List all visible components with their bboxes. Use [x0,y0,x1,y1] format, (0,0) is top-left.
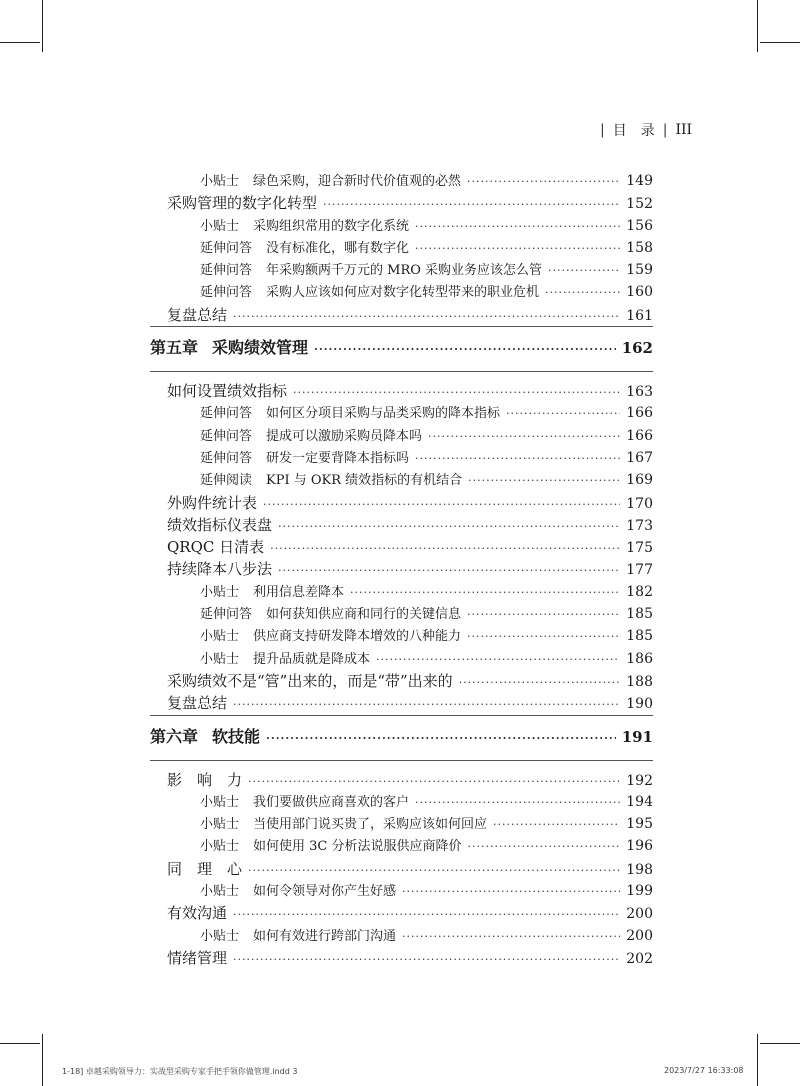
dot-leader [233,904,620,926]
toc-entry-title: 研发一定要背降本指标吗 [266,450,410,466]
crop-mark [757,1034,758,1086]
dot-leader [506,403,620,425]
dot-leader [233,949,620,971]
toc-entry-title: KPI 与 OKR 绩效指标的有机结合 [266,473,463,489]
crop-mark [760,1043,800,1044]
dot-leader [415,216,620,238]
toc-entry-page: 177 [626,562,653,579]
dot-leader [402,926,620,948]
toc-entry-page: 156 [626,217,653,234]
toc-section[interactable] [150,670,653,692]
dot-leader [376,649,620,671]
toc-section[interactable] [150,692,653,714]
dot-leader [467,604,620,626]
toc-entry-title: 如何设置绩效指标 [167,382,288,401]
toc-entry-page: 163 [626,384,653,401]
toc-entry-title: 采购绩效管理 [212,338,309,358]
toc-entry-tag: 小贴士 [200,884,240,900]
toc-entry-tag: 小贴士 [200,174,240,189]
toc-entry-page: 167 [626,449,653,466]
toc-entry-title: 没有标准化，哪有数字化 [266,240,410,256]
toc-entry-title: 采购绩效不是“管”出来的，而是“带”出来的 [167,671,453,690]
toc-entry-page: 196 [626,838,653,855]
toc-entry-title: 年采购额两千万元的 MRO 采购业务应该怎么管 [266,263,543,279]
dot-leader [278,516,620,538]
toc-entry-page: 202 [626,950,653,967]
toc-entry-tag: 延伸问答 [200,406,253,422]
dot-leader [415,238,620,260]
toc-subentry[interactable] [150,215,653,237]
toc-entry-tag: 延伸问答 [200,428,253,444]
toc-entry-title: 同 理 心 [167,859,243,878]
toc-entry-title: 如何有效进行跨部门沟通 [253,928,397,944]
toc-entry-page: 185 [626,606,653,623]
toc-entry-page: 194 [626,793,653,810]
toc-section[interactable] [150,769,653,791]
toc-section[interactable] [150,304,653,326]
toc-entry-tag: 小贴士 [200,928,240,944]
toc-entry-page: 198 [626,861,653,878]
toc-entry-tag: 小贴士 [200,584,240,600]
dot-leader [248,771,620,793]
toc-entry-title: 如何获知供应商和同行的关键信息 [266,607,462,623]
toc-section[interactable] [150,947,653,969]
toc-entry-page: 191 [621,727,653,746]
dot-leader [233,694,620,716]
toc-entry-page: 200 [626,906,653,923]
table-of-contents [150,170,653,969]
toc-entry-page: 169 [626,472,653,489]
crop-mark [757,0,758,52]
toc-entry-tag: 延伸问答 [200,285,253,301]
toc-subentry[interactable] [150,170,653,192]
toc-subentry[interactable] [150,469,653,491]
toc-entry-title: 持续降本八步法 [167,560,273,579]
toc-entry-title: 提成可以激励采购员降本吗 [266,428,423,444]
toc-entry-page: 170 [626,495,653,512]
toc-entry-tag: 小贴士 [200,794,240,810]
toc-entry-title: 提升品质就是降成本 [253,651,371,667]
toc-entry-tag: 延伸问答 [200,240,253,256]
dot-leader [402,881,620,903]
toc-subentry[interactable] [150,603,653,625]
toc-entry-page: 186 [626,650,653,667]
toc-subentry[interactable] [150,648,653,670]
toc-subentry[interactable] [150,813,653,835]
toc-subentry[interactable] [150,259,653,281]
dot-leader [428,426,620,448]
toc-subentry[interactable] [150,237,653,259]
toc-entry-title: 绩效指标仪表盘 [167,515,273,534]
toc-entry-title: 当使用部门说买贵了，采购应该如何回应 [253,817,488,833]
footer-timestamp: 2023/7/27 16:33:08 [664,1066,744,1075]
toc-entry-page: 185 [626,628,653,645]
toc-entry-page: 166 [626,427,653,444]
toc-entry-page: 200 [626,927,653,944]
toc-section[interactable] [150,558,653,580]
toc-entry-page: 188 [626,673,653,690]
toc-entry-title: 复盘总结 [167,305,228,324]
toc-entry-tag: 小贴士 [200,629,240,645]
toc-entry-title: 如何使用 3C 分析法说服供应商降价 [253,839,462,855]
toc-subentry[interactable] [150,425,653,447]
toc-entry-title: 采购管理的数字化转型 [167,194,318,213]
toc-entry-tag: 延伸问答 [200,607,253,623]
toc-section[interactable] [150,192,653,214]
toc-section[interactable] [150,492,653,514]
toc-entry-page: 182 [626,583,653,600]
toc-entry-tag: 小贴士 [200,817,240,833]
header-right-bar: | [662,122,668,138]
header-title: 目 录 [612,123,655,139]
dot-leader [468,470,620,492]
dot-leader [266,726,616,752]
crop-mark [42,1034,43,1086]
toc-entry-title: 采购组织常用的数字化系统 [253,218,410,234]
toc-subentry[interactable] [150,402,653,424]
toc-subentry[interactable] [150,835,653,857]
dot-leader [548,260,620,282]
toc-entry-title: 情绪管理 [167,948,228,967]
dot-leader [314,337,616,363]
toc-entry-title: QRQC 日清表 [167,538,265,557]
toc-entry-title: 采购人应该如何应对数字化转型带来的职业危机 [266,285,540,301]
toc-chapter[interactable] [150,335,653,361]
toc-entry-tag: 小贴士 [200,839,240,855]
dot-leader [248,860,620,882]
toc-entry-title: 有效沟通 [167,904,228,923]
toc-entry-page: 159 [626,262,653,279]
dot-leader [278,560,620,582]
toc-entry-title: 绿色采购，迎合新时代价值观的必然 [253,174,462,189]
footer-file: 1-18] 卓越采购领导力：实战型采购专家手把手领你做管理.indd 3 [62,1067,298,1076]
crop-mark [42,0,43,52]
dot-leader [323,194,620,216]
toc-section[interactable] [150,514,653,536]
toc-subentry[interactable] [150,581,653,603]
toc-entry-title: 供应商支持研发降本增效的八种能力 [253,629,462,645]
toc-entry-page: 162 [621,339,653,358]
crop-mark [0,42,40,43]
dot-leader [468,836,621,858]
toc-section[interactable] [150,858,653,880]
toc-entry-page: 152 [626,196,653,213]
toc-entry-title: 如何区分项目采购与品类采购的降本指标 [266,406,501,422]
header-left-bar: | [600,122,605,138]
toc-entry-title: 如何令领导对你产生好感 [253,884,397,900]
toc-entry-page: 149 [626,173,653,189]
dot-leader [545,282,620,304]
crop-mark [760,42,800,43]
toc-entry-tag: 延伸问答 [200,263,253,279]
dot-leader [263,494,620,516]
toc-section[interactable] [150,536,653,558]
toc-subentry[interactable] [150,625,653,647]
toc-entry-page: 160 [626,284,653,301]
toc-subentry[interactable] [150,880,653,902]
toc-subentry[interactable] [150,447,653,469]
toc-subentry[interactable] [150,925,653,947]
toc-entry-page: 192 [626,772,653,789]
toc-section[interactable] [150,380,653,402]
running-header [600,120,692,140]
toc-entry-page: 158 [626,239,653,256]
dot-leader [233,306,620,328]
toc-entry-tag: 延伸阅读 [200,473,253,489]
toc-entry-title: 软技能 [212,726,261,746]
dot-leader [415,448,620,470]
dot-leader [350,582,620,604]
toc-entry-page: 173 [626,517,653,534]
dot-leader [270,538,620,560]
dot-leader [293,382,620,404]
dot-leader [467,171,620,193]
toc-entry-title: 我们要做供应商喜欢的客户 [253,794,410,810]
toc-entry-page: 195 [626,816,653,833]
toc-entry-page: 166 [626,405,653,422]
toc-entry-title: 影 响 力 [167,770,243,789]
toc-subentry[interactable] [150,791,653,813]
toc-entry-tag: 第五章 [150,338,199,358]
header-page-number: III [675,122,693,138]
dot-leader [415,792,620,814]
toc-entry-page: 199 [626,883,653,900]
toc-entry-page: 190 [626,696,653,713]
toc-entry-page: 175 [626,540,653,557]
toc-entry-title: 复盘总结 [167,694,228,713]
toc-entry-title: 外购件统计表 [167,493,258,512]
toc-entry-tag: 延伸问答 [200,450,253,466]
toc-entry-tag: 小贴士 [200,651,240,667]
dot-leader [467,626,620,648]
toc-section[interactable] [150,902,653,924]
dot-leader [493,814,620,836]
toc-entry-tag: 小贴士 [200,218,240,234]
toc-entry-title: 利用信息差降本 [253,584,345,600]
toc-entry-page: 161 [626,307,653,324]
toc-subentry[interactable] [150,281,653,303]
dot-leader [459,672,621,694]
crop-mark [0,1043,40,1044]
toc-chapter[interactable] [150,724,653,750]
toc-entry-tag: 第六章 [150,726,199,746]
